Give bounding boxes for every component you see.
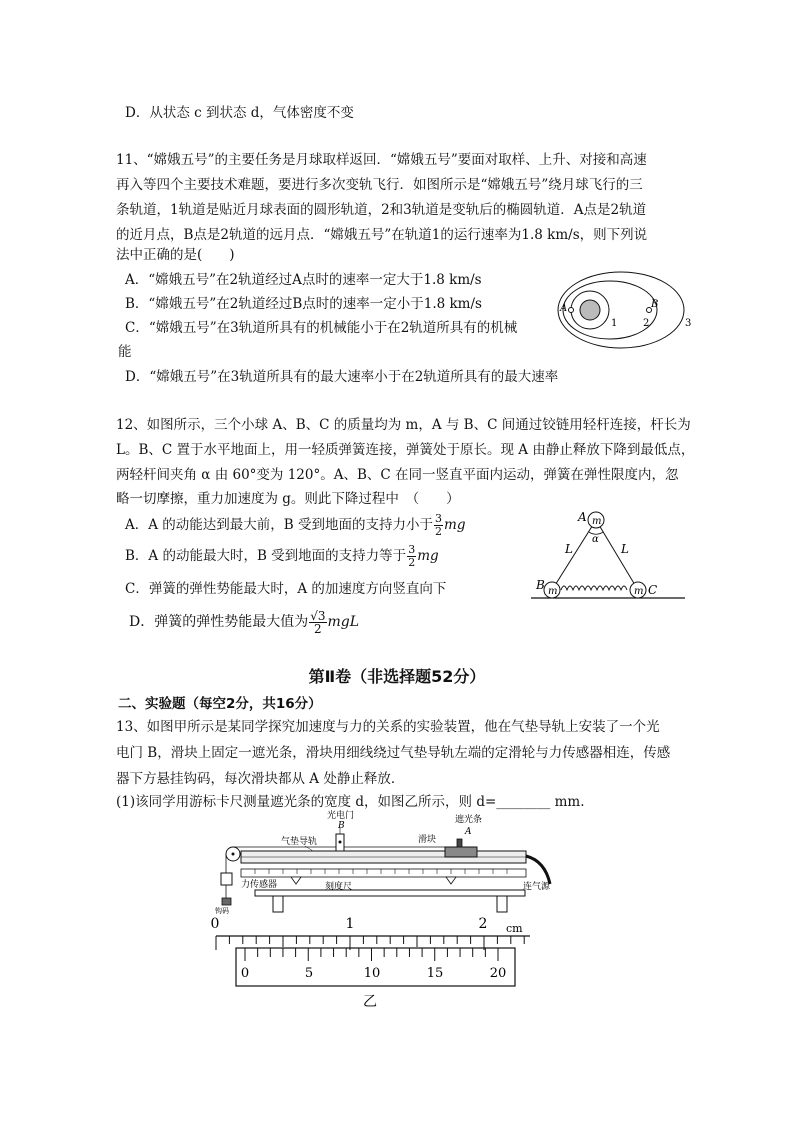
fraction-den: 2 [314,621,322,636]
fraction-den: 2 [435,525,443,538]
figure-caption: 乙 [363,994,377,1010]
q12-option-b-unit: mg [417,548,439,564]
label-air: 连气源 [523,882,551,892]
orbit-3 [558,272,684,348]
label-ruler: 刻度尺 [325,882,353,892]
q12-option-b [125,543,439,569]
q11-line: 再入等四个主要技术难题，要进行多次变轨飞行．如图所示是“嫦娥五号”绕月球飞行的三 [116,177,643,193]
label-a: A [560,303,568,314]
hook-weight [222,898,231,905]
label-2: 2 [643,318,650,329]
fraction-den: 2 [408,556,416,569]
main-label-0: 0 [210,916,220,932]
label-slider: 滑块 [418,835,437,845]
label-l-right: L [621,542,629,556]
photogate-eye [339,841,342,844]
q12-line: 两轻杆间夹角 α 由 60°变为 120°。A、B、C 在同一竖直平面内运动，弹簧在弹性限度内，忽 [116,467,679,483]
vernier-scale-ticks [245,948,498,961]
table-leg-left [273,896,283,912]
fraction-num: √3 [310,608,326,623]
triangle-diagram [528,505,688,605]
support-left [291,877,301,884]
q12-line: 12、如图所示，三个小球 A、B、C 的质量均为 m，A 与 B、C 间通过铰链用轻杆连接，杆长为 [116,417,691,433]
air-hose [526,856,550,884]
q13-line: 13、如图甲所示是某同学探究加速度与力的关系的实验装置，他在气垫导轨上安装了一个光 [116,719,660,735]
q13-line: 器下方悬挂钩码，每次滑块都从 A 处静止释放． [116,771,405,787]
spring [561,586,627,590]
part2-title: 第Ⅱ卷（非选择题52分） [308,667,486,686]
label-c: C [648,583,658,597]
table-leg-right [497,896,507,912]
label-rail: 气垫导轨 [281,837,318,847]
label-a: A [578,510,587,524]
main-label-1: 1 [345,916,355,932]
q12-line: 略一切摩擦，重力加速度为 g。则此下降过程中 （ ） [116,491,460,507]
label-l-left: L [565,542,573,556]
q10-option-d: D．从状态 c 到状态 d，气体密度不变 [125,105,354,121]
mass-a: m [592,516,602,527]
slider [445,847,477,857]
unit-label: cm [506,922,523,935]
label-b: B [536,578,545,592]
q13-sub1: (1)该同学用游标卡尺测量遮光条的宽度 d，如图乙所示，则 d=________ mm. [116,794,585,810]
main-label-2: 2 [478,916,488,932]
fraction-num: 3 [408,543,416,556]
q11-option-c-cont: 能 [118,344,132,360]
q11-line: 法中正确的是( ) [116,247,235,263]
q13-line: 电门 B，滑块上固定一遮光条，滑块用细线绕过气垫导轨左端的定滑轮与力传感器相连，传感 [116,745,671,761]
q12-option-a-text: A．A 的动能达到最大前，B 受到地面的支持力小于 [125,517,434,533]
q12-option-d-unit: mgL [327,614,360,630]
vernier-label-0: 0 [240,966,250,981]
section-heading: 二、实验题（每空2分，共16分） [118,696,322,712]
vernier-label-15: 15 [426,966,444,981]
label-sensor: 力传感器 [241,880,278,890]
point-a [569,308,574,313]
label-alpha: α [592,534,599,545]
label-a: A [465,827,472,837]
q11-line: 11、“嫦娥五号”的主要任务是月球取样返回．“嫦娥五号”要面对取样、上升、对接和高速 [116,152,647,168]
vernier-caliper [200,914,540,1014]
q11-option-a: A．“嫦娥五号”在2轨道经过A点时的速率一定大于1.8 km/s [125,272,482,288]
table-top [255,890,525,896]
q12-option-d-text: D．弹簧的弹性势能最大值为 [129,614,309,630]
label-shade: 遮光条 [455,815,483,825]
scale-ruler [241,869,526,877]
label-3: 3 [685,318,692,329]
label-1: 1 [611,318,618,329]
label-b: B [651,299,659,310]
rod-left [552,520,596,590]
q12-line: L。B、C 置于水平地面上，用一轻质弹簧连接，弹簧处于原长。现 A 由静止释放下降到最低点， [116,442,695,458]
q12-option-a [125,512,465,538]
q11-option-b: B．“嫦娥五号”在2轨道经过B点时的速率一定小于1.8 km/s [125,296,482,312]
fraction [407,544,416,569]
vernier-label-20: 20 [489,966,507,981]
q12-option-c: C．弹簧的弹性势能最大时，A 的加速度方向竖直向下 [125,581,447,597]
mass-b: m [548,586,558,597]
fraction [309,610,326,635]
orbit-2 [563,281,657,339]
vernier-label-10: 10 [363,966,381,981]
mass-c: m [634,586,644,597]
orbit-diagram [555,262,705,362]
label-b: B [338,821,345,831]
support-right [446,877,456,884]
shade-strip [457,839,462,847]
q11-option-d: D．“嫦娥五号”在3轨道所具有的最大速率小于在2轨道所具有的最大速率 [125,369,559,385]
q11-line: 条轨道，1轨道是贴近月球表面的圆形轨道，2和3轨道是变轨后的椭圆轨道．A点是2轨道 [116,202,647,218]
label-hook: 钩码 [215,907,229,914]
apparatus-diagram [205,806,565,914]
fraction-num: 3 [435,512,443,525]
q12-option-b-text: B．A 的动能最大时，B 受到地面的支持力等于 [125,548,407,564]
q11-line: 的近月点，B点是2轨道的远月点．“嫦娥五号”在轨道1的运行速率为1.8 km/s，则下列说 [116,227,648,243]
q12-option-a-unit: mg [444,517,466,533]
label-photogate: 光电门 [327,811,355,821]
q12-option-d [129,608,359,636]
moon [580,300,600,320]
q11-option-c: C．“嫦娥五号”在3轨道所具有的机械能小于在2轨道所具有的机械 [125,320,518,336]
rod-right [596,520,638,590]
vernier-label-5: 5 [304,966,314,981]
fraction [434,513,443,538]
force-sensor [221,873,232,885]
pulley-axle [232,853,235,856]
